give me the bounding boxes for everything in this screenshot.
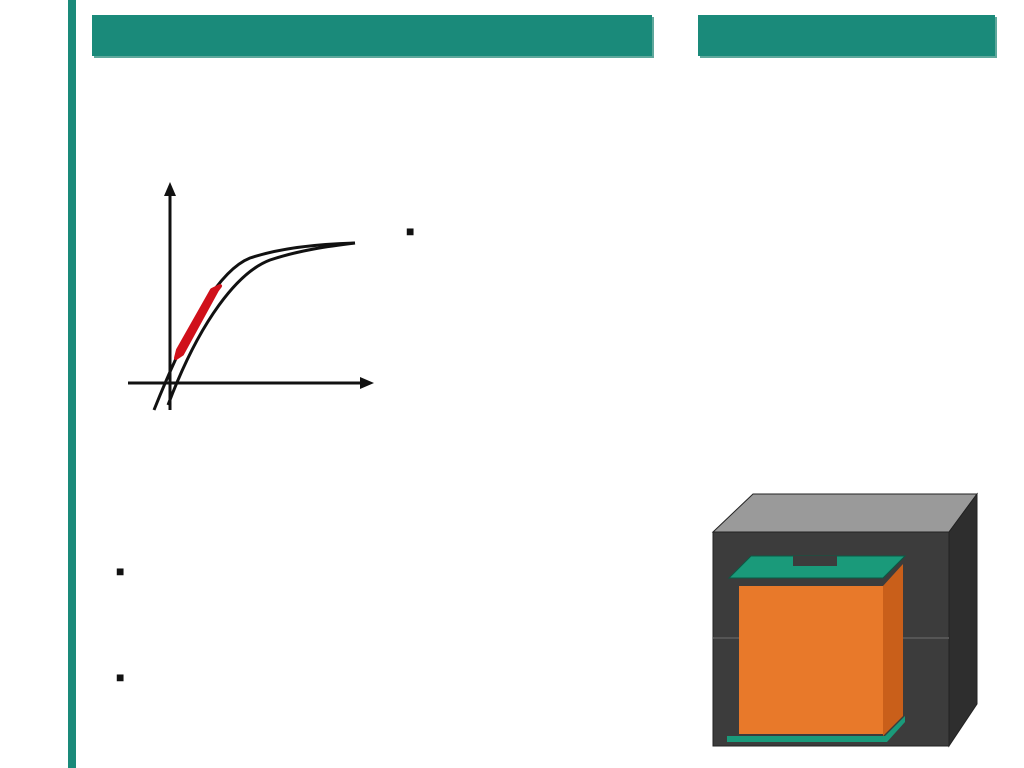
hysteresis-loss-area: [176, 286, 220, 358]
bh-x-axis-arrow: [360, 377, 374, 389]
bh-hysteresis-diagram: [120, 180, 390, 420]
slide-title: [92, 15, 652, 56]
core-side-face: [949, 494, 977, 746]
square-bullet-icon: ■: [116, 563, 125, 579]
square-bullet-icon: ■: [406, 223, 415, 239]
coil-top-notch: [793, 556, 837, 566]
coil-side: [883, 564, 903, 736]
slide-subtitle-badge: [698, 15, 995, 56]
eddy-description-2: [116, 662, 676, 694]
accent-vertical-bar: [68, 0, 76, 768]
square-bullet-icon: ■: [116, 669, 125, 685]
hysteresis-description: [406, 216, 926, 248]
coil-front: [739, 586, 883, 734]
eddy-description-1: [116, 556, 676, 588]
bh-y-axis-arrow: [164, 182, 176, 196]
core-top-face: [713, 494, 977, 532]
core-coil-illustration: [705, 490, 980, 752]
